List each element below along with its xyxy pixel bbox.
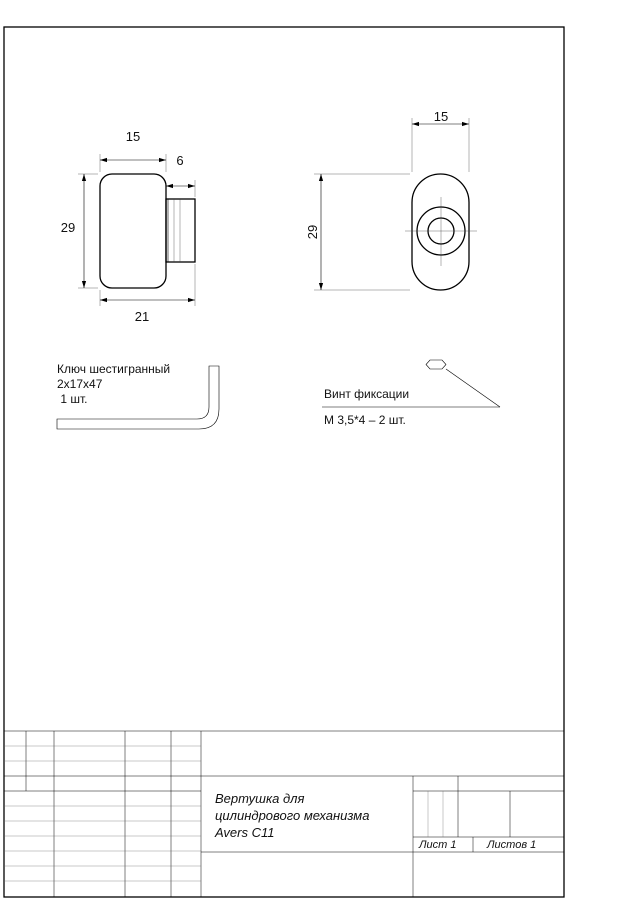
fixing-screw <box>322 360 500 427</box>
sheet-number-label: Лист 1 <box>419 839 457 851</box>
sheets-total-label: Листов 1 <box>487 839 537 851</box>
title-name-line3: Avers C11 <box>215 825 275 840</box>
side-view <box>305 109 477 290</box>
dim-front-height: 29 <box>60 220 76 235</box>
dim-side-height: 29 <box>305 224 320 240</box>
dim-front-width: 15 <box>125 129 141 144</box>
screw-note-title: Винт фиксации <box>324 387 410 401</box>
hex-key <box>57 362 219 429</box>
screw-note-spec: М 3,5*4 – 2 шт. <box>324 413 406 427</box>
front-body <box>100 174 166 288</box>
title-name-line1: Вертушка для <box>215 791 305 806</box>
front-boss <box>166 199 195 262</box>
front-view <box>61 129 195 324</box>
sheet-frame <box>4 27 564 897</box>
dim-front-boss: 6 <box>176 153 184 168</box>
title-name-line2: цилиндрового механизма <box>215 808 370 823</box>
key-note-line1: Ключ шестигранный <box>57 362 171 376</box>
side-body <box>412 174 469 290</box>
title-block <box>4 731 564 897</box>
key-note-line3: 1 шт. <box>57 392 88 406</box>
dim-front-total: 21 <box>134 309 150 324</box>
screw-leader <box>446 369 500 407</box>
screw-icon <box>426 360 446 369</box>
key-note-line2: 2x17x47 <box>57 377 103 391</box>
dim-side-width: 15 <box>433 109 449 124</box>
